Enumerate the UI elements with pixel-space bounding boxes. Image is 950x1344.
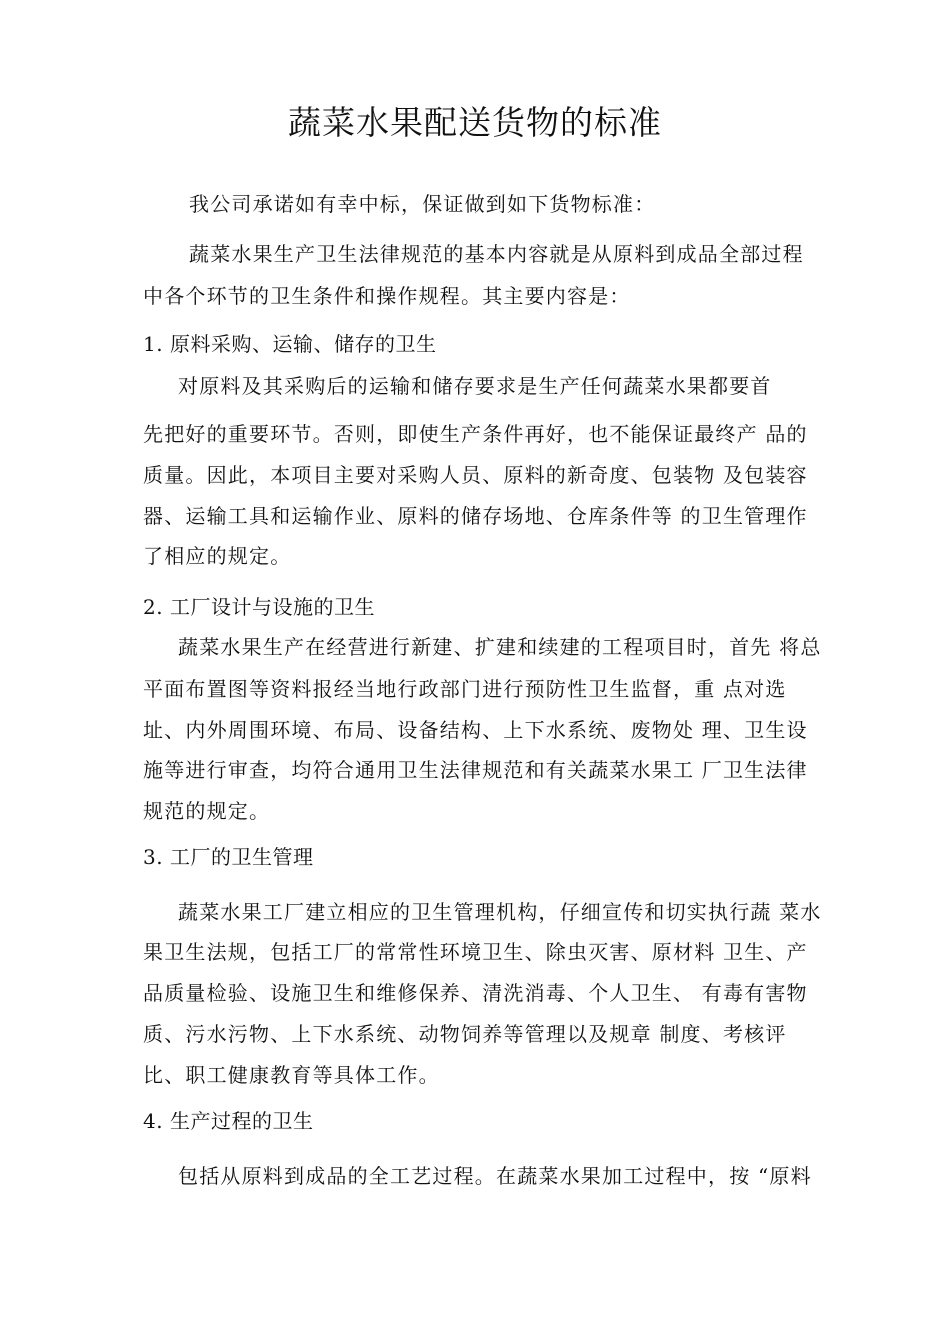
paragraph-line: 蔬菜水果工厂建立相应的卫生管理机构，仔细宣传和切实执行蔬 菜水	[178, 900, 822, 924]
paragraph-line: 果卫生法规，包括工厂的常常性环境卫生、除虫灭害、原材料 卫生、产	[143, 940, 808, 964]
paragraph-line: 平面布置图等资料报经当地行政部门进行预防性卫生监督，重 点对选	[143, 677, 787, 701]
paragraph-line: 址、内外周围环境、布局、设备结构、上下水系统、废物处 理、卫生设	[143, 718, 808, 742]
paragraph-line: 比、职工健康教育等具体工作。	[143, 1063, 440, 1087]
paragraph-line: 中各个环节的卫生条件和操作规程。其主要内容是：	[143, 284, 631, 308]
paragraph-line: 包括从原料到成品的全工艺过程。在蔬菜水果加工过程中，按 “原料	[178, 1164, 812, 1188]
paragraph-line: 质、污水污物、上下水系统、动物饲养等管理以及规章 制度、考核评	[143, 1022, 787, 1046]
document-title: 蔬菜水果配送货物的标准	[288, 103, 662, 142]
paragraph-line: 品质量检验、设施卫生和维修保养、清洗消毒、个人卫生、 有毒有害物	[143, 981, 808, 1005]
section-heading-3: 3. 工厂的卫生管理	[143, 845, 314, 869]
section-heading-4: 4. 生产过程的卫生	[143, 1109, 314, 1133]
paragraph-line: 质量。因此，本项目主要对采购人员、原料的新奇度、包装物 及包装容	[143, 463, 808, 487]
section-heading-1: 1. 原料采购、运输、储存的卫生	[143, 332, 437, 356]
section-heading-2: 2. 工厂设计与设施的卫生	[143, 595, 375, 619]
paragraph-line: 对原料及其采购后的运输和储存要求是生产任何蔬菜水果都要首	[178, 374, 772, 398]
paragraph-line: 先把好的重要环节。否则，即使生产条件再好，也不能保证最终产 品的	[143, 422, 808, 446]
paragraph-line: 规范的规定。	[143, 799, 271, 823]
paragraph-line: 器、运输工具和运输作业、原料的储存场地、仓库条件等 的卫生管理作	[143, 504, 808, 528]
paragraph-line: 蔬菜水果生产在经营进行新建、扩建和续建的工程项目时，首先 将总	[178, 635, 822, 659]
paragraph-line: 施等进行审查，均符合通用卫生法律规范和有关蔬菜水果工 厂卫生法律	[143, 758, 808, 782]
paragraph-line: 我公司承诺如有幸中标，保证做到如下货物标准：	[189, 192, 656, 216]
paragraph-line: 了相应的规定。	[143, 544, 292, 568]
paragraph-line: 蔬菜水果生产卫生法律规范的基本内容就是从原料到成品全部过程	[189, 242, 804, 266]
